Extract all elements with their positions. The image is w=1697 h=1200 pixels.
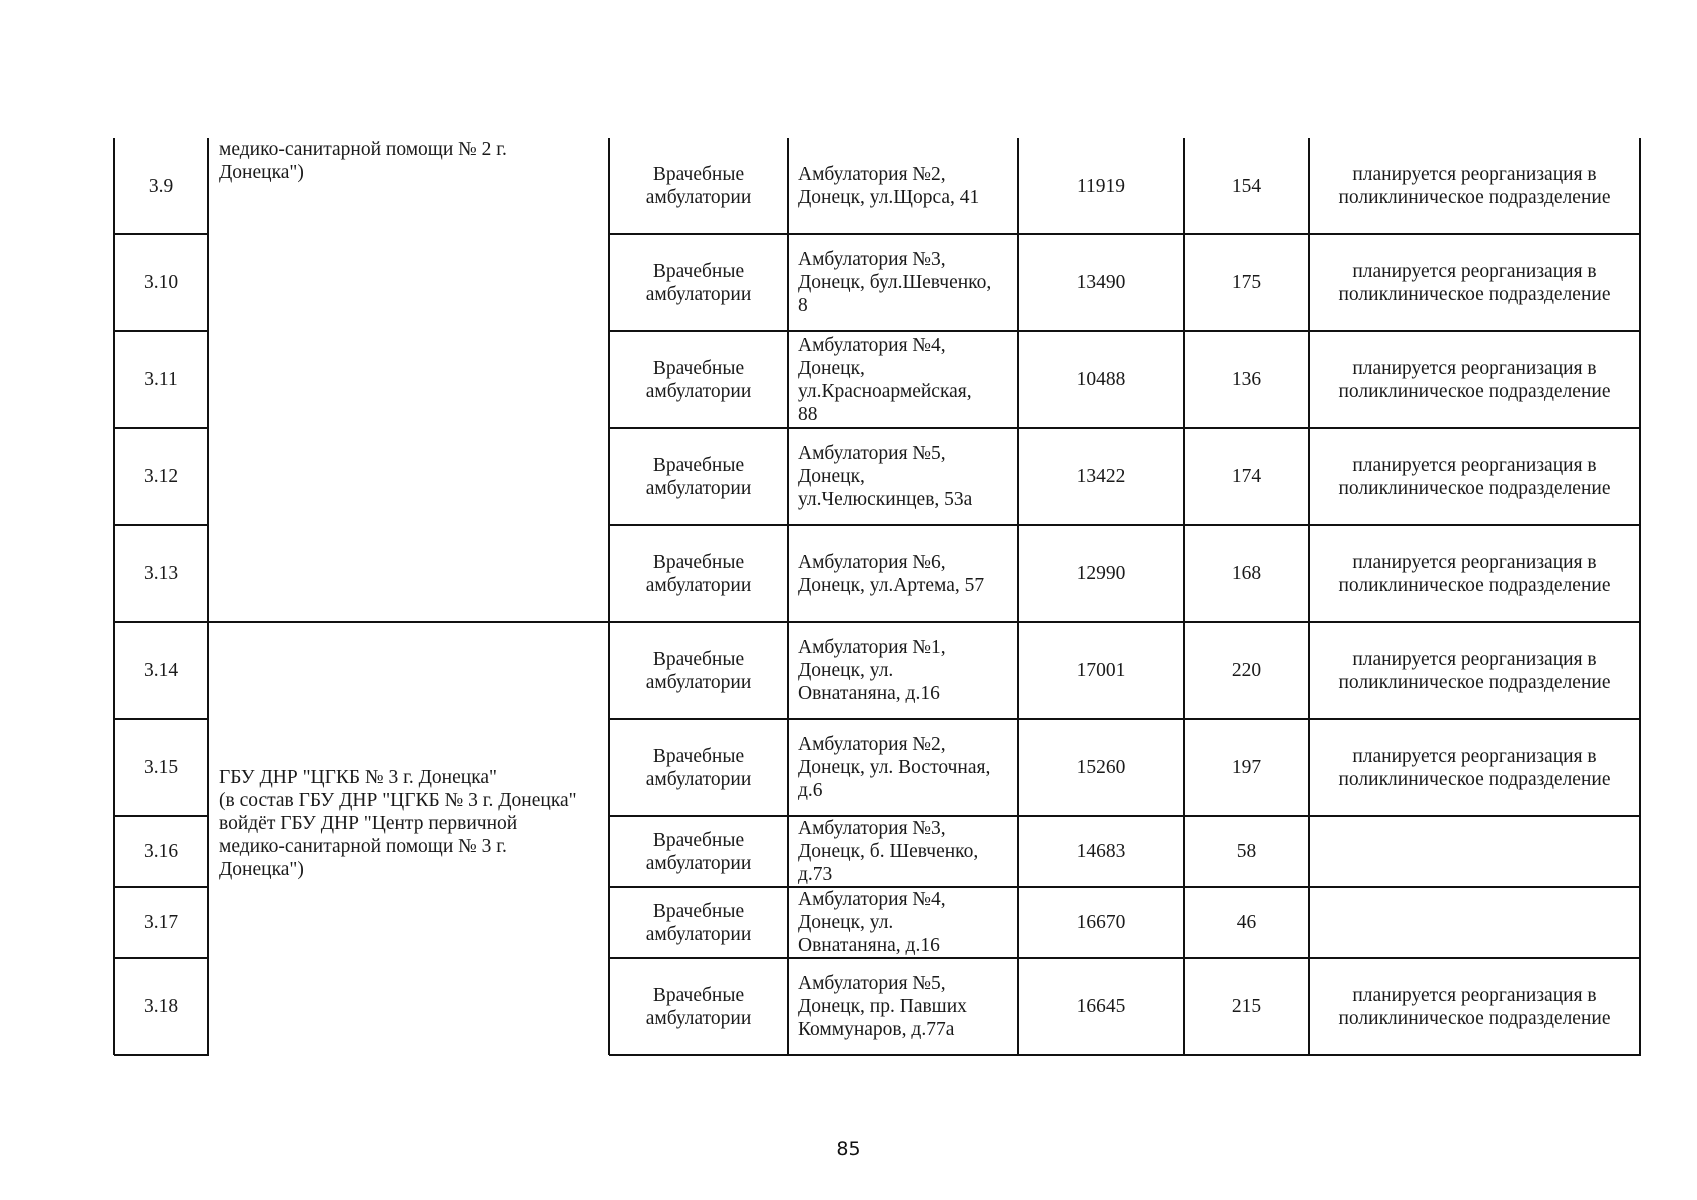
table-rule [609, 330, 1641, 332]
row-number: 3.16 [143, 841, 179, 862]
note-text: планируется реорганизация в поликлиническое подразделение [1338, 551, 1611, 596]
note-text: планируется реорганизация в поликлиническое подразделение [1338, 357, 1611, 402]
table-rule [114, 718, 209, 720]
population-value: 15260 [1076, 757, 1126, 778]
table-rule [609, 233, 1641, 235]
facility-type: Врачебные амбулатории [645, 260, 752, 305]
organization-cell-text: ГБУ ДНР "ЦГКБ № 3 г. Донецка" (в состав ГБУ ДНР "ЦГКБ № 3 г. Донецка" войдёт ГБУ ДНР "Центр первичной медико-санитарной помощи № 3 г. Донецка") [219, 767, 577, 880]
table-rule [114, 1054, 209, 1056]
visits-value: 220 [1231, 660, 1262, 681]
visits-value: 58 [1236, 841, 1257, 862]
visits-value: 175 [1231, 272, 1262, 293]
page-number: 85 [836, 1138, 861, 1160]
table-rule [609, 957, 1641, 959]
table-rule [114, 233, 209, 235]
visits-value: 197 [1231, 757, 1262, 778]
facility-type: Врачебные амбулатории [645, 900, 752, 945]
facility-address: Амбулатория №4, Донецк, ул.Красноармейская, 88 [798, 334, 972, 425]
table-rule [114, 886, 209, 888]
visits-value: 136 [1231, 369, 1262, 390]
note-text: планируется реорганизация в поликлиническое подразделение [1338, 454, 1611, 499]
facility-type: Врачебные амбулатории [645, 984, 752, 1029]
facility-type: Врачебные амбулатории [645, 648, 752, 693]
visits-value: 168 [1231, 563, 1262, 584]
population-value: 16645 [1076, 996, 1126, 1017]
facility-type: Врачебные амбулатории [645, 829, 752, 874]
row-number: 3.13 [143, 563, 179, 584]
population-value: 13422 [1076, 466, 1126, 487]
facility-address: Амбулатория №1, Донецк, ул. Овнатаняна, д.16 [798, 637, 946, 704]
row-number: 3.10 [143, 272, 179, 293]
table-rule [787, 138, 789, 1055]
visits-value: 215 [1231, 996, 1262, 1017]
population-value: 13490 [1076, 272, 1126, 293]
facility-address: Амбулатория №5, Донецк, пр. Павших Коммунаров, д.77а [798, 973, 967, 1040]
table-rule [114, 524, 209, 526]
table-rule [114, 330, 209, 332]
facility-address: Амбулатория №2, Донецк, ул.Щорса, 41 [798, 164, 980, 208]
table-rule [609, 524, 1641, 526]
row-number: 3.15 [143, 757, 179, 778]
table-rule [609, 621, 1641, 623]
visits-value: 46 [1236, 912, 1257, 933]
note-text: планируется реорганизация в поликлиническое подразделение [1338, 164, 1611, 208]
facility-type: Врачебные амбулатории [645, 164, 752, 208]
table-rule [113, 138, 115, 1055]
population-value: 16670 [1076, 912, 1126, 933]
facility-address: Амбулатория №6, Донецк, ул.Артема, 57 [798, 551, 985, 596]
table-rule [609, 815, 1641, 817]
table-rule [114, 427, 209, 429]
table-rule [114, 815, 209, 817]
population-value: 11919 [1076, 175, 1126, 197]
population-value: 14683 [1076, 841, 1126, 862]
facility-type: Врачебные амбулатории [645, 745, 752, 790]
note-text: планируется реорганизация в поликлиническое подразделение [1338, 984, 1611, 1029]
table-rule [609, 718, 1641, 720]
table-rule [208, 621, 610, 623]
row-number: 3.11 [144, 369, 178, 390]
table-rule [609, 886, 1641, 888]
organization-cell-text: медико-санитарной помощи № 2 г. Донецка") [219, 139, 507, 183]
facility-type: Врачебные амбулатории [645, 551, 752, 596]
note-text [1309, 887, 1640, 958]
table-rule [609, 427, 1641, 429]
visits-value: 154 [1231, 175, 1262, 197]
facility-address: Амбулатория №3, Донецк, б. Шевченко, д.73 [798, 818, 979, 885]
note-text: планируется реорганизация в поликлиническое подразделение [1338, 745, 1611, 790]
population-value: 17001 [1076, 660, 1126, 681]
note-text [1309, 816, 1640, 887]
note-text: планируется реорганизация в поликлиническое подразделение [1338, 260, 1611, 305]
facility-address: Амбулатория №3, Донецк, бул.Шевченко, 8 [798, 249, 992, 316]
facility-type: Врачебные амбулатории [645, 357, 752, 402]
table-rule [609, 1054, 1641, 1056]
row-number: 3.12 [143, 466, 179, 487]
table-rule [1183, 138, 1185, 1055]
facility-address: Амбулатория №4, Донецк, ул. Овнатаняна, д.16 [798, 889, 946, 956]
row-number: 3.17 [143, 912, 179, 933]
table-rule [207, 138, 209, 1055]
table-rule [1308, 138, 1310, 1055]
note-text: планируется реорганизация в поликлиническое подразделение [1338, 648, 1611, 693]
population-value: 12990 [1076, 563, 1126, 584]
facility-address: Амбулатория №5, Донецк, ул.Челюскинцев, 53а [798, 443, 973, 510]
visits-value: 174 [1231, 466, 1262, 487]
facility-address: Амбулатория №2, Донецк, ул. Восточная, д.6 [798, 734, 991, 801]
table-rule [114, 957, 209, 959]
row-number: 3.14 [143, 660, 179, 681]
row-number: 3.18 [143, 996, 179, 1017]
row-number: 3.9 [148, 175, 174, 197]
table-rule [1017, 138, 1019, 1055]
table-rule [114, 621, 209, 623]
population-value: 10488 [1076, 369, 1126, 390]
facility-type: Врачебные амбулатории [645, 454, 752, 499]
table-rule [608, 138, 610, 1055]
table-rule [1639, 138, 1641, 1055]
